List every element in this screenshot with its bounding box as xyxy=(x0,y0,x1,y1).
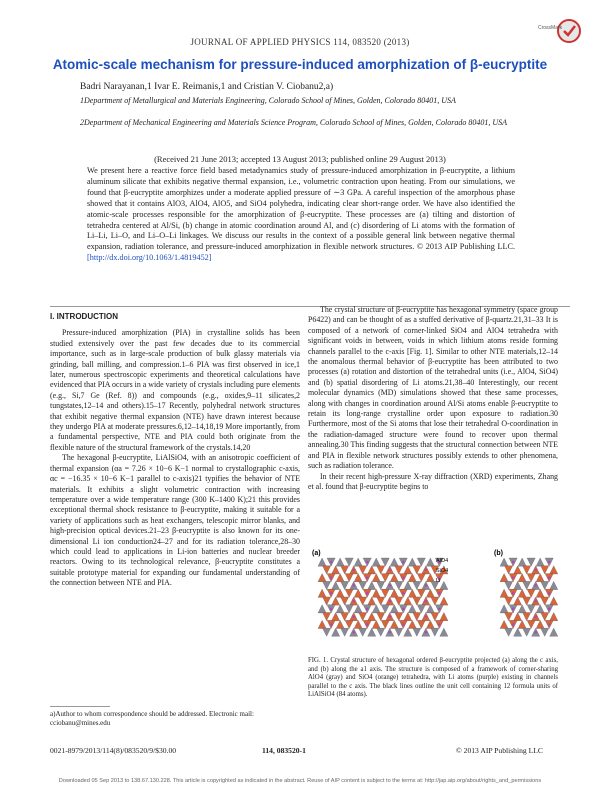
paragraph: In their recent high-pressure X-ray diffraction (XRD) experiments, Zhang et al. found that β-eucryptite begins to xyxy=(308,471,558,491)
tetrahedron xyxy=(523,581,531,589)
tetrahedron xyxy=(318,558,326,566)
tetrahedron xyxy=(413,628,421,636)
tetrahedron xyxy=(323,597,331,605)
tetrahedron xyxy=(341,613,349,621)
author-list: Badri Narayanan,1 Ivar E. Reimanis,1 and Cristian V. Ciobanu2,a) xyxy=(80,82,334,92)
tetrahedron xyxy=(404,613,412,621)
tetrahedron xyxy=(354,558,362,566)
tetrahedron xyxy=(332,613,340,621)
tetrahedron xyxy=(332,597,340,605)
li-atom xyxy=(425,569,428,572)
tetrahedron xyxy=(381,620,389,628)
tetrahedron xyxy=(550,613,558,621)
tetrahedron xyxy=(536,589,544,597)
tetrahedron xyxy=(408,558,416,566)
tetrahedron xyxy=(500,574,508,582)
tetrahedron xyxy=(368,581,376,589)
tetrahedron xyxy=(336,620,344,628)
li-atom xyxy=(388,569,391,572)
tetrahedron xyxy=(505,628,513,636)
tetrahedron xyxy=(541,613,549,621)
tetrahedron xyxy=(550,597,558,605)
li-atom xyxy=(548,623,551,626)
tetrahedron xyxy=(514,628,522,636)
tetrahedron xyxy=(440,613,448,621)
tetrahedron xyxy=(336,605,344,613)
tetrahedron xyxy=(332,628,340,636)
tetrahedron xyxy=(354,589,362,597)
li-atom xyxy=(366,608,369,611)
tetrahedron xyxy=(372,558,380,566)
tetrahedron xyxy=(500,589,508,597)
tetrahedron xyxy=(341,597,349,605)
issn-code: 0021-8979/2013/114(8)/083520/9/$30.00 xyxy=(50,746,177,755)
tetrahedron xyxy=(404,581,412,589)
li-atom xyxy=(402,561,405,564)
li-atom xyxy=(512,623,515,626)
li-atom xyxy=(388,631,391,634)
abstract-text: We present here a reactive force field based metadynamics study of pressure-induced amorphization in β-eucryptite, a lithium aluminum silicate that exhibits negative thermal expansion, i.e., volumetric contraction upon heating. From our simulations, we found that β-eucryptite amorphizes under a moderate applied pressure of ∼3 GPa. A careful inspection of the amorphous phase showed that it contains AlO3, AlO4, AlO5, and SiO4 polyhedra, indicating clear short-range order. We have also identified the atomic-scale processes responsible for the amorphization of β-eucryptite. These processes are (a) tilting and distortion of tetrahedra centered at Al/Si, (b) change in atomic coordination around Al, and (c) disordering of Li atoms with the formation of Li–Li, Li–O, and Li–O–Li linkages. We discuss our results in the context of a possible general link between negative thermal expansion, radiation tolerance, and pressure-induced amorphization in flexible network structures. © 2013 AIP Publishing LLC. xyxy=(87,166,515,252)
li-atom xyxy=(548,592,551,595)
tetrahedron xyxy=(417,605,425,613)
tetrahedron xyxy=(377,566,385,574)
tetrahedron xyxy=(323,566,331,574)
tetrahedron xyxy=(440,581,448,589)
li-atom xyxy=(352,569,355,572)
tetrahedron xyxy=(381,589,389,597)
paper-title: Atomic-scale mechanism for pressure-induced amorphization of β-eucryptite xyxy=(52,57,548,72)
li-atom xyxy=(512,576,515,579)
tetrahedron xyxy=(368,613,376,621)
tetrahedron xyxy=(518,620,526,628)
li-atom xyxy=(512,592,515,595)
tetrahedron xyxy=(404,597,412,605)
tetrahedron xyxy=(390,574,398,582)
tetrahedron xyxy=(550,581,558,589)
tetrahedron xyxy=(323,628,331,636)
abstract xyxy=(87,166,515,264)
li-atom xyxy=(534,584,537,587)
tetrahedron xyxy=(440,628,448,636)
li-atom xyxy=(425,584,428,587)
tetrahedron xyxy=(332,566,340,574)
alo4-label: AlO4 xyxy=(436,558,449,564)
tetrahedron xyxy=(514,566,522,574)
li-atom xyxy=(425,631,428,634)
li-atom xyxy=(330,608,333,611)
tetrahedron xyxy=(527,620,535,628)
paragraph: Pressure-induced amorphization (PIA) in crystalline solids has been studied extensively over the past few decades due to its commercial importance, such as in large-scale production of bulk glassy materials via grinding, ball milling, and compression.1–6 PIA was first observed in ice,1 later, numerous spectroscopic experiments and theoretical calculations have evidenced that PIA occurs in a wide variety of crystals including pure elements (e.g., Si,7 Ge (Ref. 8)) and compounds (e.g., oxides,9–11 silicates,2 tungstates,12–14 and others).15–17 Recently, polyhedral network structures that exhibit negative thermal expansion (NTE) have drawn interest because they undergo PIA at moderate pressures.6,12–14,18,19 More importantly, from a fundamental perspective, NTE and PIA could both originate from the flexible nature of the structural framework of the crystals.14,20 xyxy=(50,328,300,452)
li-atom xyxy=(534,600,537,603)
li-atom xyxy=(366,592,369,595)
left-column xyxy=(50,312,300,589)
li-atom xyxy=(534,569,537,572)
tetrahedron xyxy=(390,620,398,628)
li-atom xyxy=(352,600,355,603)
li-atom xyxy=(534,615,537,618)
tetrahedron xyxy=(395,581,403,589)
tetrahedron xyxy=(345,589,353,597)
tetrahedron xyxy=(345,558,353,566)
tetrahedron xyxy=(359,628,367,636)
li-atom xyxy=(366,576,369,579)
li-atom xyxy=(366,561,369,564)
tetrahedron xyxy=(395,566,403,574)
tetrahedron xyxy=(395,613,403,621)
li-atom xyxy=(352,631,355,634)
tetrahedron xyxy=(541,581,549,589)
tetrahedron xyxy=(354,574,362,582)
tetrahedron xyxy=(336,574,344,582)
footnote-divider xyxy=(50,706,110,707)
tetrahedron xyxy=(527,589,535,597)
tetrahedron xyxy=(413,597,421,605)
sio4-label: SiO4 xyxy=(436,568,449,574)
li-atom xyxy=(425,615,428,618)
tetrahedron xyxy=(390,605,398,613)
tetrahedron xyxy=(354,620,362,628)
li-atom xyxy=(512,561,515,564)
li-atom xyxy=(388,584,391,587)
tetrahedron xyxy=(417,620,425,628)
li-atom xyxy=(548,576,551,579)
li-atom xyxy=(438,592,441,595)
tetrahedron xyxy=(500,558,508,566)
tetrahedron xyxy=(408,605,416,613)
tetrahedron xyxy=(377,581,385,589)
tetrahedron xyxy=(318,605,326,613)
tetrahedron xyxy=(505,597,513,605)
tetrahedron xyxy=(368,597,376,605)
tetrahedron xyxy=(345,620,353,628)
li-atom xyxy=(548,608,551,611)
li-atom xyxy=(402,592,405,595)
tetrahedron xyxy=(527,605,535,613)
tetrahedron xyxy=(514,613,522,621)
tetrahedron xyxy=(336,589,344,597)
li-atom xyxy=(330,592,333,595)
tetrahedron xyxy=(431,628,439,636)
li-atom xyxy=(425,600,428,603)
tetrahedron xyxy=(426,574,434,582)
tetrahedron xyxy=(372,589,380,597)
li-atom xyxy=(512,608,515,611)
paragraph: The hexagonal β-eucryptite, LiAlSiO4, with an anisotropic coefficient of thermal expansion (αa = 7.26 × 10−6 K−1 normal to crystallographic c-axis, αc = −16.35 × 10−6 K−1 parallel to c-axis)21 typifies the behavior of NTE materials. It exhibits a slight volumetric contraction with increasing temperature over a wide temperature range (300 K–1400 K);21 this provides exceptional thermal shock resistance to β-eucryptite, making it suitable for a variety of applications such as heat exchangers, telescopic mirror blanks, and high-precision optical devices.21–23 β-eucryptite is also known for its one-dimensional Li ion conduction24–27 and for its radiation tolerance,28–30 which could lead to applications in Li-ion batteries and nuclear breeder reactors. Owing to its technological relevance, β-eucryptite constitutes a suitable prototype material for expanding our fundamental understanding of the connection between NTE and PIA. xyxy=(50,453,300,588)
tetrahedron xyxy=(413,566,421,574)
tetrahedron xyxy=(417,558,425,566)
tetrahedron xyxy=(377,613,385,621)
tetrahedron xyxy=(390,558,398,566)
li-atom xyxy=(534,631,537,634)
tetrahedron xyxy=(440,597,448,605)
tetrahedron xyxy=(395,597,403,605)
tetrahedron xyxy=(426,620,434,628)
lattice-panel-a xyxy=(318,558,448,636)
tetrahedron xyxy=(523,628,531,636)
tetrahedron xyxy=(500,620,508,628)
tetrahedron xyxy=(377,597,385,605)
tetrahedron xyxy=(372,605,380,613)
tetrahedron xyxy=(404,628,412,636)
tetrahedron xyxy=(332,581,340,589)
panel-b-label: (b) xyxy=(494,550,503,557)
li-atom xyxy=(548,561,551,564)
crossmark-logo-icon[interactable] xyxy=(556,18,582,48)
tetrahedron xyxy=(523,613,531,621)
tetrahedron xyxy=(550,566,558,574)
section-heading: I. INTRODUCTION xyxy=(50,312,118,321)
tetrahedron xyxy=(359,566,367,574)
li-label: Li xyxy=(436,578,441,584)
li-atom xyxy=(388,615,391,618)
tetrahedron xyxy=(318,589,326,597)
li-atom xyxy=(330,623,333,626)
tetrahedron xyxy=(431,613,439,621)
tetrahedron xyxy=(527,574,535,582)
tetrahedron xyxy=(336,558,344,566)
li-atom xyxy=(352,615,355,618)
tetrahedron xyxy=(523,566,531,574)
li-atom xyxy=(402,623,405,626)
tetrahedron xyxy=(550,628,558,636)
li-atom xyxy=(330,576,333,579)
tetrahedron xyxy=(341,566,349,574)
li-atom xyxy=(438,608,441,611)
tetrahedron xyxy=(523,597,531,605)
tetrahedron xyxy=(417,589,425,597)
tetrahedron xyxy=(359,597,367,605)
figure-caption: FIG. 1. Crystal structure of hexagonal ordered β-eucryptite projected (a) along the c axis, and (b) along the a1 axis. The structure is composed of a framework of corner-sharing AlO4 (gray) and SiO4 (orange) tetrahedra, with Li atoms (purple) existing in channels parallel to the c axis. The black lines outline the unit cell containing 12 formula units of LiAlSiO4 (84 atoms). xyxy=(308,657,558,699)
copyright: © 2013 AIP Publishing LLC xyxy=(456,746,543,755)
tetrahedron xyxy=(359,613,367,621)
tetrahedron xyxy=(395,628,403,636)
panel-a-label: (a) xyxy=(312,550,321,557)
received-dates: (Received 21 June 2013; accepted 13 August 2013; published online 29 August 2013) xyxy=(154,154,446,164)
tetrahedron xyxy=(404,566,412,574)
affiliation-1: 1Department of Metallurgical and Materials Engineering, Colorado School of Mines, Golden, Colorado 80401, USA xyxy=(80,96,456,105)
figure-1-crystal-structure xyxy=(308,546,558,654)
tetrahedron xyxy=(413,581,421,589)
tetrahedron xyxy=(505,581,513,589)
right-column xyxy=(308,305,558,492)
tetrahedron xyxy=(518,605,526,613)
tetrahedron xyxy=(518,574,526,582)
tetrahedron xyxy=(408,620,416,628)
tetrahedron xyxy=(536,620,544,628)
tetrahedron xyxy=(372,620,380,628)
tetrahedron xyxy=(536,605,544,613)
tetrahedron xyxy=(390,589,398,597)
tetrahedron xyxy=(541,566,549,574)
page-number: 114, 083520-1 xyxy=(262,746,306,755)
tetrahedron xyxy=(417,574,425,582)
paragraph: The crystal structure of β-eucryptite has hexagonal symmetry (space group P6422) and can be thought of as a stuffed derivative of β-quartz.21,31–33 It is composed of a network of corner-linked SiO4 and AlO4 tetrahedra with significant voids in between, voids in which lithium atoms reside forming channels parallel to the c-axis [Fig. 1]. Similar to other NTE materials,12–14 the anomalous thermal behavior of β-eucryptite has been attributed to two processes (a) rotation and distortion of the tetrahedral units (i.e., AlO4, SiO4) and (b) spatial disordering of Li atoms.21,38–40 Interestingly, our recent molecular dynamics (MD) simulations showed that these same processes, along with changes in coordination around Al/Si atoms enable β-eucryptite to retain its long-range crystalline order upon exposure to radiation.30 Furthermore, most of the Si atoms that lose their tetrahedral O-coordination in the radiation-damaged structure were found to recover upon thermal annealing.30 This finding suggests that the structural connection between NTE and PIA in flexible network structures possibly extends to other phenomena, such as radiation tolerance. xyxy=(308,305,558,471)
tetrahedron xyxy=(318,574,326,582)
tetrahedron xyxy=(541,597,549,605)
tetrahedron xyxy=(377,628,385,636)
tetrahedron xyxy=(381,605,389,613)
tetrahedron xyxy=(323,581,331,589)
tetrahedron xyxy=(541,628,549,636)
journal-header: JOURNAL OF APPLIED PHYSICS 114, 083520 (2013) xyxy=(190,37,410,47)
lattice-panel-b xyxy=(500,558,558,636)
li-atom xyxy=(366,623,369,626)
tetrahedron xyxy=(408,574,416,582)
tetrahedron xyxy=(381,558,389,566)
tetrahedron xyxy=(341,628,349,636)
crossmark-label: CrossMark xyxy=(538,25,563,31)
tetrahedron xyxy=(359,581,367,589)
tetrahedron xyxy=(345,605,353,613)
li-atom xyxy=(388,600,391,603)
tetrahedron xyxy=(368,628,376,636)
footnote: a)Author to whom correspondence should be addressed. Electronic mail: cciobanu@mines.edu xyxy=(50,710,254,727)
tetrahedron xyxy=(426,558,434,566)
li-atom xyxy=(438,623,441,626)
tetrahedron xyxy=(372,574,380,582)
tetrahedron xyxy=(345,574,353,582)
li-atom xyxy=(402,608,405,611)
tetrahedron xyxy=(536,574,544,582)
tetrahedron xyxy=(354,605,362,613)
tetrahedron xyxy=(426,605,434,613)
li-atom xyxy=(352,584,355,587)
tetrahedron xyxy=(431,597,439,605)
affiliation-2: 2Department of Mechanical Engineering and Materials Science Program, Colorado School of Mines, Golden, Colorado 80401, USA xyxy=(80,118,507,127)
tetrahedron xyxy=(500,605,508,613)
tetrahedron xyxy=(518,558,526,566)
li-atom xyxy=(402,576,405,579)
tetrahedron xyxy=(408,589,416,597)
tetrahedron xyxy=(318,620,326,628)
tetrahedron xyxy=(505,566,513,574)
tetrahedron xyxy=(368,566,376,574)
tetrahedron xyxy=(413,613,421,621)
tetrahedron xyxy=(381,574,389,582)
doi-link[interactable]: [http://dx.doi.org/10.1063/1.4819452] xyxy=(87,253,212,263)
tetrahedron xyxy=(527,558,535,566)
tetrahedron xyxy=(536,558,544,566)
tetrahedron xyxy=(514,581,522,589)
download-notice: Downloaded 05 Sep 2013 to 138.67.130.228. This article is copyrighted as indicated in the abstract. Reuse of AIP content is subject to the terms at: http://jap.aip.org/about/rights_and_permissions xyxy=(58,778,542,784)
li-atom xyxy=(330,561,333,564)
tetrahedron xyxy=(426,589,434,597)
tetrahedron xyxy=(505,613,513,621)
tetrahedron xyxy=(518,589,526,597)
tetrahedron xyxy=(514,597,522,605)
tetrahedron xyxy=(323,613,331,621)
tetrahedron xyxy=(341,581,349,589)
